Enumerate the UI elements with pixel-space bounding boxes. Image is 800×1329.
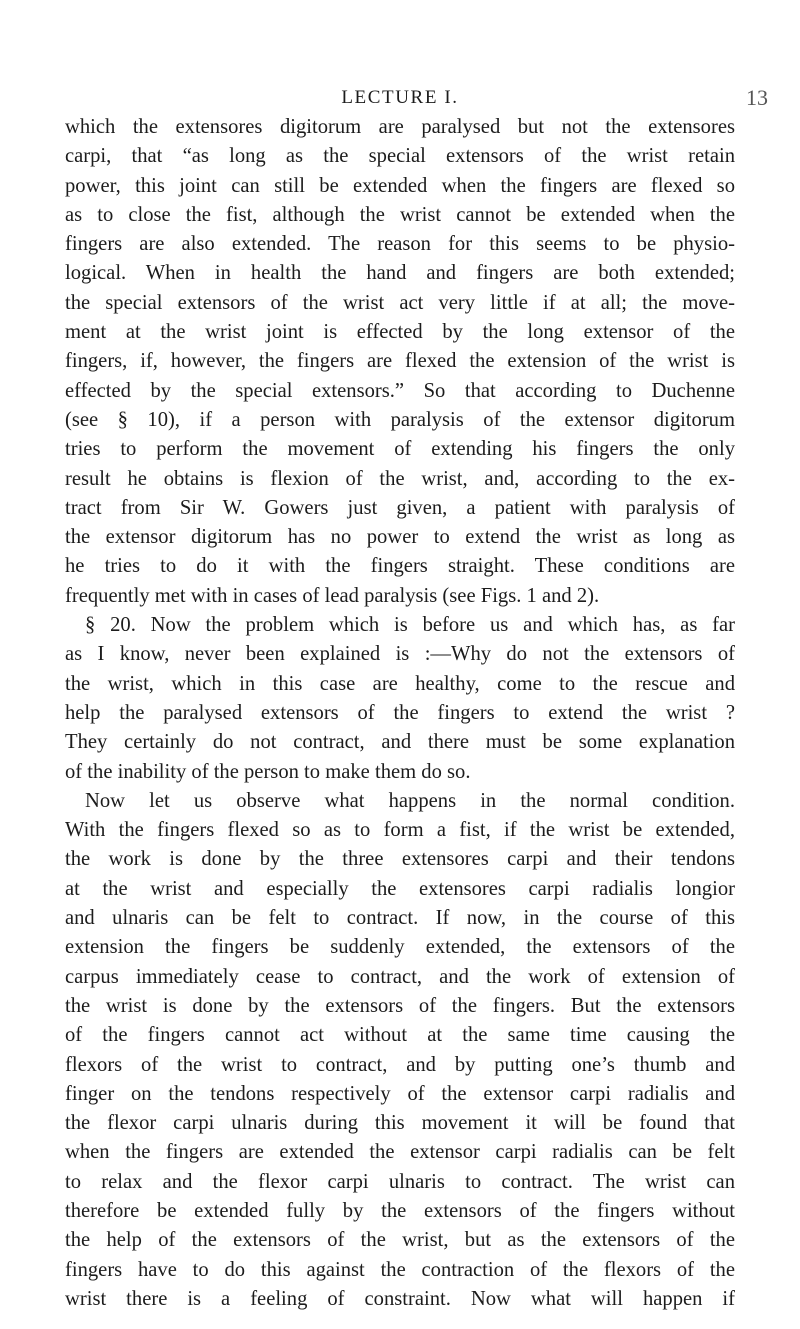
page-number: 13 [746,85,768,110]
text-line: as I know, never been explained is :—Why do not the extensors of [65,643,735,666]
text-line: Now let us observe what happens in the normal condition. [85,789,735,812]
text-line: effected by the special extensors.” So that according to Duchenne [65,379,735,402]
text-line: extension the fingers be suddenly extended, the extensors of the [65,936,735,959]
text-line: to relax and the flexor carpi ulnaris to contract. The wrist can [65,1170,735,1193]
text-line: § 20. Now the problem which is before us and which has, as far [85,614,735,637]
text-line: the flexor carpi ulnaris during this movement it will be found that [65,1112,735,1135]
text-line: ment at the wrist joint is effected by the long extensor of the [65,321,735,344]
text-line: frequently met with in cases of lead paralysis (see Figs. 1 and 2). [65,584,600,607]
text-line: With the fingers flexed so as to form a fist, if the wrist be extended, [65,819,735,842]
text-line: he tries to do it with the fingers straight. These conditions are [65,555,735,578]
text-line: help the paralysed extensors of the fingers to extend the wrist ? [65,701,735,724]
text-line: wrist there is a feeling of constraint. Now what will happen if [65,1287,735,1310]
text-line: logical. When in health the hand and fingers are both extended; [65,262,735,285]
text-line: (see § 10), if a person with paralysis of the extensor digitorum [65,408,735,431]
text-line: power, this joint can still be extended when the fingers are flexed so [65,174,735,197]
text-line: which the extensores digitorum are paralysed but not the extensores [65,116,735,138]
text-line: result he obtains is flexion of the wrist, and, according to the ex- [65,467,735,490]
text-line: the work is done by the three extensores carpi and their tendons [65,848,735,871]
text-line: flexors of the wrist to contract, and by putting one’s thumb and [65,1053,735,1076]
text-line: of the fingers cannot act without at the same time causing the [65,1024,735,1047]
text-line: carpi, that “as long as the special extensors of the wrist retain [65,145,735,168]
text-line: carpus immediately cease to contract, and the work of extension of [65,965,735,988]
running-title: LECTURE I. [341,87,459,108]
text-line: fingers, if, however, the fingers are flexed the extension of the wrist is [65,350,735,373]
text-line: fingers have to do this against the contraction of the flexors of the [65,1258,735,1281]
text-line: the wrist, which in this case are healthy, come to the rescue and [65,672,735,695]
text-line: They certainly do not contract, and there must be some explanation [65,731,735,754]
text-line: the wrist is done by the extensors of the fingers. But the extensors [65,994,735,1017]
text-line: when the fingers are extended the extensor carpi radialis can be felt [65,1141,735,1164]
text-line: therefore be extended fully by the extensors of the fingers without [65,1199,735,1222]
text-line: at the wrist and especially the extensores carpi radialis longior [65,877,735,900]
text-line: the help of the extensors of the wrist, but as the extensors of the [65,1229,735,1252]
text-line: the extensor digitorum has no power to extend the wrist as long as [65,526,735,549]
text-line: as to close the fist, although the wrist cannot be extended when the [65,203,735,226]
text-line: tract from Sir W. Gowers just given, a patient with paralysis of [65,496,735,519]
text-line: finger on the tendons respectively of the extensor carpi radialis and [65,1082,735,1105]
running-head [0,86,800,110]
text-line: fingers are also extended. The reason for this seems to be physio- [65,233,735,256]
text-line: the special extensors of the wrist act very little if at all; the move- [65,291,735,314]
text-line: of the inability of the person to make them do so. [65,760,471,783]
text-line: tries to perform the movement of extending his fingers the only [65,438,735,461]
body-text [65,113,735,1314]
text-line: and ulnaris can be felt to contract. If now, in the course of this [65,907,735,930]
